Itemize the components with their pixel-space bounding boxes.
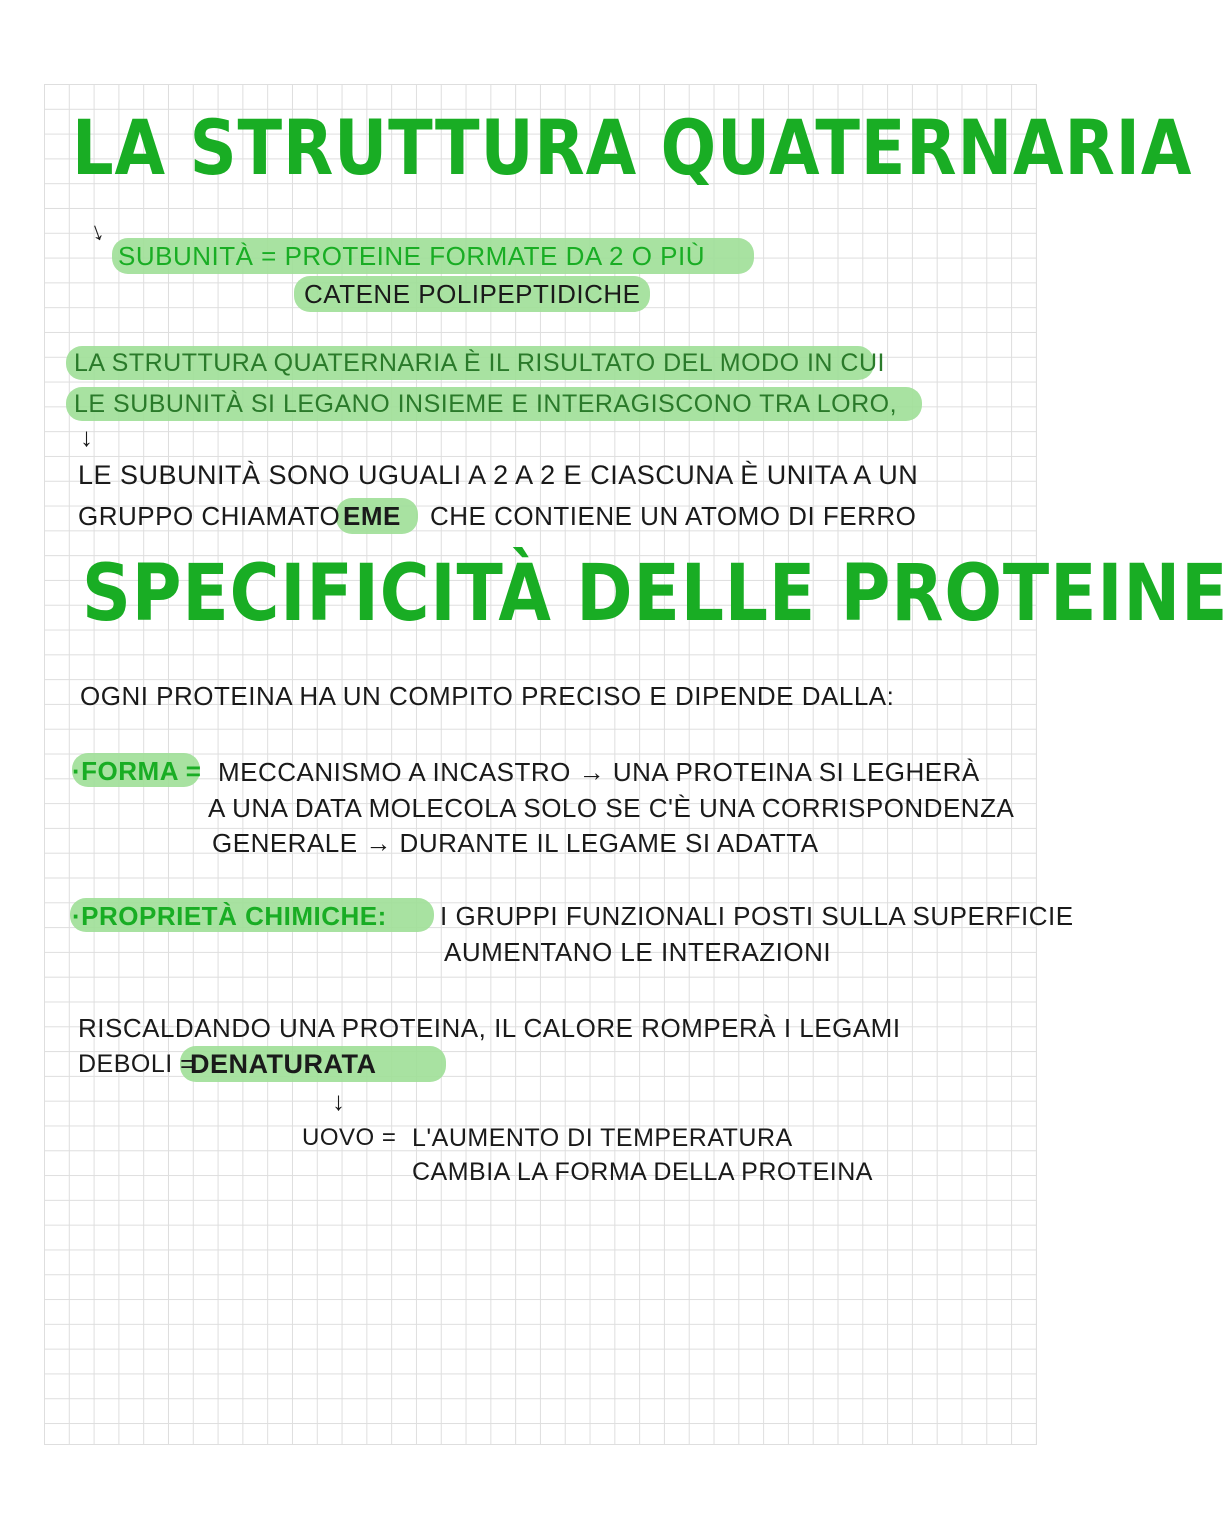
proprieta-chimiche-line2: AUMENTANO LE INTERAZIONI	[444, 937, 832, 967]
forma-label: ·FORMA =	[72, 756, 202, 786]
arrow-down-icon: ↓	[80, 422, 93, 452]
denaturata-term: DENATURATA	[190, 1049, 377, 1079]
proprieta-chimiche-label: ·PROPRIETÀ CHIMICHE:	[72, 901, 387, 931]
quaternaria-description-line2: LE SUBUNITÀ SI LEGANO INSIEME E INTERAGISCONO TRA LORO,	[74, 390, 898, 418]
subunita-definition-line1: SUBUNITÀ = PROTEINE FORMATE DA 2 O PIÙ	[118, 241, 706, 271]
emoglobina-line2-a: GRUPPO CHIAMATO	[78, 501, 341, 531]
riscaldando-line2-a: DEBOLI =	[78, 1050, 196, 1078]
emoglobina-line1: LE SUBUNITÀ SONO UGUALI A 2 A 2 E CIASCUNA È UNITA A UN	[78, 460, 919, 490]
quaternaria-description-line1: LA STRUTTURA QUATERNARIA È IL RISULTATO DEL MODO IN CUI	[74, 349, 885, 377]
uovo-label: UOVO =	[302, 1124, 397, 1151]
emoglobina-line2-c: CHE CONTIENE UN ATOMO DI FERRO	[430, 501, 917, 531]
title-specificita-proteine: SPECIFICITÀ DELLE PROTEINE	[82, 549, 1228, 639]
uovo-line2: CAMBIA LA FORMA DELLA PROTEINA	[412, 1158, 873, 1186]
forma-line1: MECCANISMO A INCASTRO → UNA PROTEINA SI LEGHERÀ	[218, 757, 980, 787]
uovo-line1: L'AUMENTO DI TEMPERATURA	[412, 1124, 793, 1152]
eme-term: EME	[343, 501, 401, 531]
specificita-intro: OGNI PROTEINA HA UN COMPITO PRECISO E DIPENDE DALLA:	[80, 681, 895, 711]
arrow-down-icon: ↓	[85, 214, 108, 248]
proprieta-chimiche-line1: I GRUPPI FUNZIONALI POSTI SULLA SUPERFICIE	[440, 901, 1074, 931]
subunita-definition-line2: CATENE POLIPEPTIDICHE	[304, 279, 641, 309]
title-struttura-quaternaria: LA STRUTTURA QUATERNARIA	[72, 103, 1193, 192]
forma-line2: A UNA DATA MOLECOLA SOLO SE C'È UNA CORRISPONDENZA	[208, 793, 1015, 823]
arrow-down-icon: ↓	[332, 1086, 345, 1116]
forma-line3: GENERALE → DURANTE IL LEGAME SI ADATTA	[212, 828, 819, 858]
riscaldando-line1: RISCALDANDO UNA PROTEINA, IL CALORE ROMPERÀ I LEGAMI	[78, 1013, 901, 1043]
